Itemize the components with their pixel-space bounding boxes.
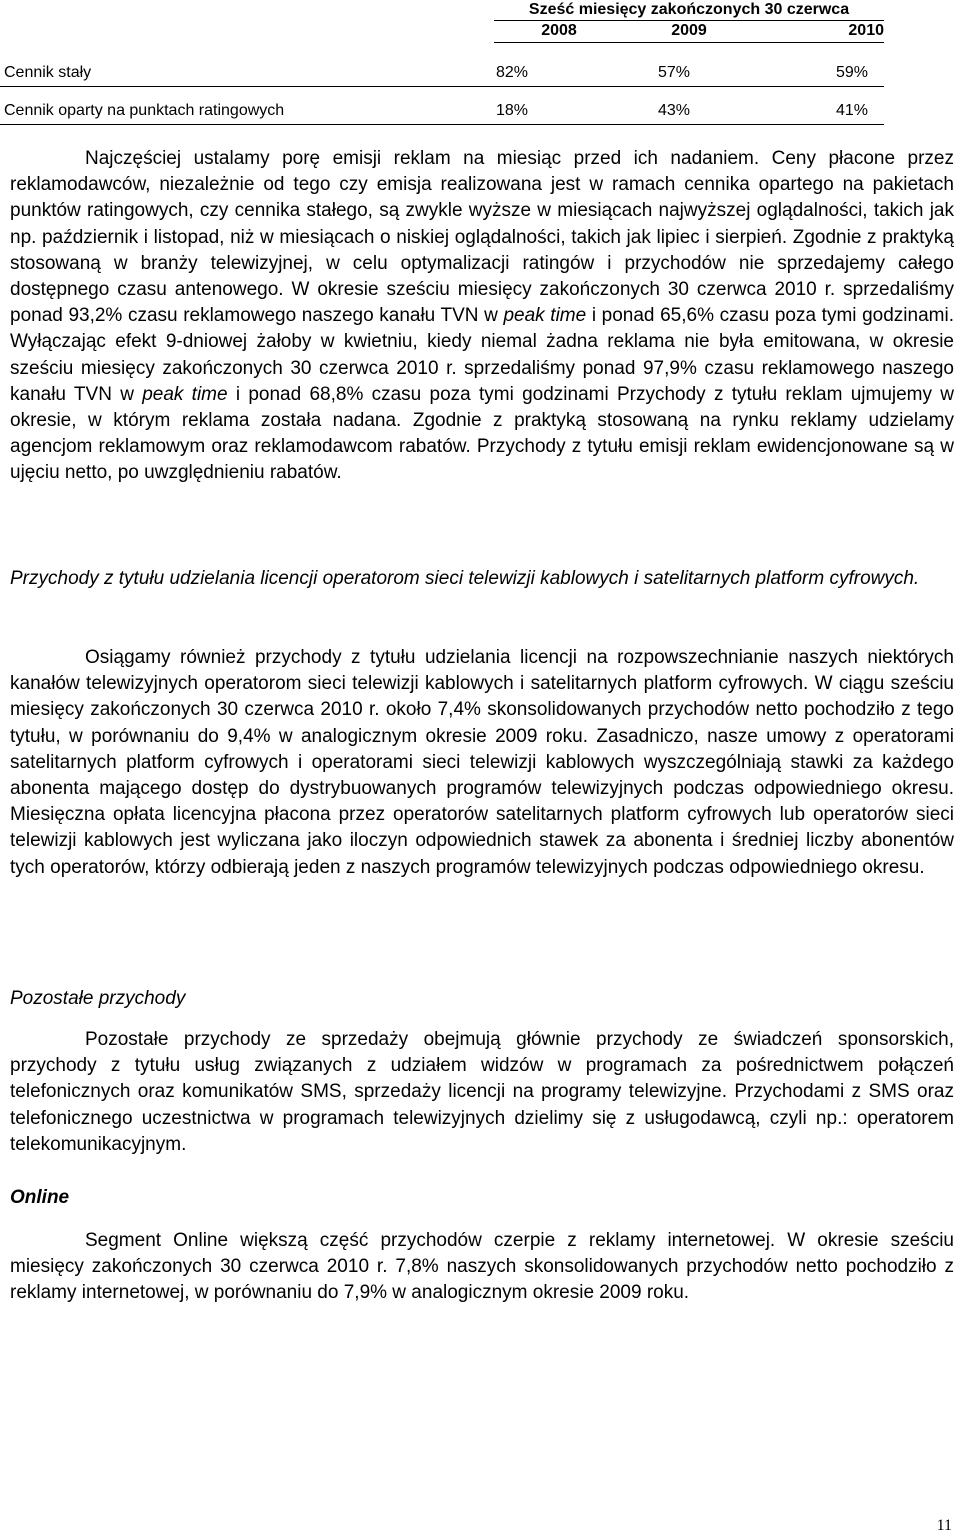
table-year-header: 2008 — [494, 20, 624, 43]
cell-value: 59% — [836, 64, 869, 81]
paragraph-online: Segment Online większą część przychodów czerpie z reklamy internetowej. W okresie sześciu miesięcy zakończonych 30 czerwca 2010 r. 7,8% naszych skonsolidowanych przychodów netto pochodziło z reklamy internetowej, w porównaniu do 7,9% w analogicznym okresie 2009 roku. — [10, 1230, 954, 1304]
section-heading-licence-revenue: Przychody z tytułu udzielania licencji operatorom sieci telewizji kablowych i satelitarnych platform cyfrowych. — [10, 568, 920, 589]
cell-value: 41% — [836, 102, 869, 119]
cell-value: 82% — [496, 64, 529, 81]
section-heading-other-revenue: Pozostałe przychody — [10, 988, 186, 1009]
paragraph-advertising-pricing: Najczęściej ustalamy porę emisji reklam na miesiąc przed ich nadaniem. Ceny płacone przez reklamodawców, niezależnie od tego czy emisja realizowana jest w ramach cennika opartego na pakietach punktów ratingowych, czy cennika stałego, są zwykle wyższe w miesiącach najwyższej oglądalności, takich jak np. październik i listopad, niż w miesiącach o niskiej oglądalności, takich jak lipiec i sierpień. Zgodnie z praktyką stosowaną w branży telewizyjnej, w celu optymalizacji ratingów i przychodów nie sprzedajemy całego dostępnego czasu antenowego. W okresie sześciu miesięcy zakończonych 30 czerwca 2010 r. sprzedaliśmy ponad 93,2% czasu reklamowego naszego kanału TVN w peak time i ponad 65,6% czasu poza tymi godzinami. Wyłączając efekt 9-dniowej żałoby w kwietniu, kiedy niemal żadna reklama nie była emitowana, w okresie sześciu miesięcy zakończonych 30 czerwca 2010 r. sprzedaliśmy ponad 97,9% czasu reklamowego naszego kanału TVN w peak time i ponad 68,8% czasu poza tymi godzinami Przychody z tytułu reklam ujmujemy w okresie, w którym reklama została nadana. Zgodnie z praktyką stosowaną na rynku reklamy udzielamy agencjom reklamowym oraz reklamodawcom rabatów. Przychody z tytułu emisji reklam ewidencjonowane są w ujęciu netto, po uwzględnieniu rabatów. — [10, 148, 955, 484]
cell-value: 18% — [496, 102, 529, 119]
row-label: Cennik oparty na punktach ratingowych — [4, 102, 285, 119]
section-heading-online: Online — [10, 1187, 70, 1208]
table-year-header: 2009 — [624, 20, 754, 43]
cell-value: 57% — [658, 64, 691, 81]
revenue-split-table — [0, 0, 884, 122]
table-year-header: 2010 — [754, 20, 884, 43]
cell-value: 43% — [658, 102, 691, 119]
page-number: 11 — [936, 1517, 952, 1534]
row-label: Cennik stały — [4, 64, 92, 81]
table-row — [0, 92, 884, 125]
paragraph-other-revenue: Pozostałe przychody ze sprzedaży obejmują głównie przychody ze świadczeń sponsorskich, przychody z tytułu usług związanych z udziałem widzów w programach za pośrednictwem połączeń telefonicznych oraz komunikatów SMS, sprzedaży licencji na programy telewizyjne. Przychodami z SMS oraz telefonicznego uczestnictwa w programach telewizyjnych dzielimy się z usługodawcą, czyli np.: operatorem telekomunikacyjnym. — [10, 1029, 954, 1155]
table-row — [0, 54, 884, 87]
paragraph-licence-revenue: Osiągamy również przychody z tytułu udzielania licencji na rozpowszechnianie naszych niektórych kanałów telewizyjnych operatorom sieci telewizji kablowych i satelitarnych platform cyfrowych. W ciągu sześciu miesięcy zakończonych 30 czerwca 2010 r. około 7,4% skonsolidowanych przychodów netto pochodziło z tego tytułu, w porównaniu do 9,4% w analogicznym okresie 2009 roku. Zasadniczo, nasze umowy z operatorami satelitarnych platform cyfrowych i operatorami sieci telewizji kablowych wyszczególniają stawki za każdego abonenta mającego dostęp do dystrybuowanych programów telewizyjnych podczas odpowiedniego okresu. Miesięczna opłata licencyjna płacona przez operatorów satelitarnych platform cyfrowych lub operatorów sieci telewizji kablowych jest wyliczana jako iloczyn odpowiednich stawek za abonenta i średniej liczby abonentów tych operatorów, którzy odbierają jeden z naszych programów telewizyjnych podczas odpowiedniego okresu. — [10, 647, 954, 878]
table-title: Sześć miesięcy zakończonych 30 czerwca — [494, 0, 884, 21]
